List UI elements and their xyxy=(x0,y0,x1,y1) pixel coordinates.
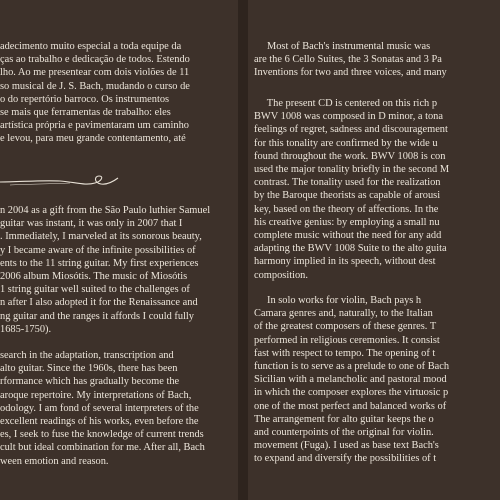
text-line: The present CD is centered on this rich p xyxy=(254,98,438,109)
text-line: e levou, para meu grande contentamento, até xyxy=(0,133,186,145)
text-line: for this tonality are confirmed by the wide u xyxy=(254,137,438,149)
text-line: and counterpoints of the original for violin. xyxy=(254,427,434,439)
paragraph-violin-works xyxy=(254,294,449,466)
text-line: composition. xyxy=(254,269,308,281)
text-line: In solo works for violin, Bach pays h xyxy=(254,295,422,306)
text-line: to expand and diversify the possibilities of t xyxy=(254,453,437,465)
text-line: guitar was instant, it was only in 2007 that I xyxy=(0,218,183,230)
text-line: in which the composer explores the virtuosic p xyxy=(254,387,449,399)
book-gutter xyxy=(238,0,248,500)
text-line: fast with respect to tempo. The opening of t xyxy=(254,347,436,359)
english-paragraph-2 xyxy=(0,349,205,468)
text-line: cult but ideal combination for me. After all, Bach xyxy=(0,442,205,454)
text-line: ças ao trabalho e dedicação de todos. Estendo xyxy=(0,54,190,66)
text-line: n after I also adopted it for the Renaissance and xyxy=(0,297,198,309)
text-line: lho. Ao me presentear com dois violões de 11 xyxy=(0,67,190,79)
text-line: adapting the BWV 1008 Suite to the alto guita xyxy=(254,243,447,255)
text-line: n 2004 as a gift from the São Paulo luthier Samuel xyxy=(0,205,211,216)
text-line: harmony implied in its speech, without dest xyxy=(254,256,436,268)
decorative-flourish xyxy=(0,170,120,192)
text-line: adecimento muito especial a toda equipe da xyxy=(0,41,182,52)
text-line: Camara genres and, naturally, to the Italian xyxy=(254,308,433,320)
text-line: movement (Fuga). I used as base text Bach's xyxy=(254,440,439,452)
text-line: o do repertório barroco. Os instrumentos xyxy=(0,93,170,105)
text-line: artística própria e pavimentaram um caminho xyxy=(0,120,189,132)
text-line: Sicilian with a melancholic and pastoral mood xyxy=(254,374,447,386)
text-line: rformance which has gradually become the xyxy=(0,376,180,388)
text-line: Inventions for two and three voices, and many xyxy=(254,67,447,79)
text-line: performed in religious ceremonies. It consist xyxy=(254,334,440,346)
english-paragraph-1 xyxy=(0,204,210,336)
text-line: are the 6 Cello Suites, the 3 Sonatas and 3 Pa xyxy=(254,54,442,66)
text-line: . Immediately, I marveled at its sonorous beauty, xyxy=(0,231,202,243)
paragraph-bwv1008 xyxy=(254,97,449,282)
text-line: 1685-1750). xyxy=(0,323,52,335)
text-line: ents to the 11 string guitar. My first experiences xyxy=(0,257,199,269)
text-line: BWV 1008 was composed in D minor, a tona xyxy=(254,111,443,123)
text-line: by the Baroque theorists as capable of arousi xyxy=(254,190,441,202)
text-line: key, based on the theory of affections. In the xyxy=(254,203,439,215)
text-line: found throughout the work. BWV 1008 is con xyxy=(254,150,446,162)
text-line: ween emotion and reason. xyxy=(0,455,109,467)
text-line: 1 string guitar well suited to the challenges of xyxy=(0,284,190,296)
text-line: one of the most perfect and balanced works of xyxy=(254,400,447,412)
text-line: odology. I am fond of several interpreters of the xyxy=(0,402,199,414)
text-line: complete music without the need for any add xyxy=(254,230,442,242)
text-line: excellent readings of his works, even before the xyxy=(0,416,199,428)
text-line: search in the adaptation, transcription and xyxy=(0,350,174,361)
text-line: feelings of regret, sadness and discouragement xyxy=(254,124,448,136)
text-line: se mais que ferramentas de trabalho: eles xyxy=(0,107,171,119)
text-line: his creative genius: by employing a small nu xyxy=(254,216,440,228)
text-line: Most of Bach's instrumental music was xyxy=(254,41,431,52)
text-line: so musical de J. S. Bach, mudando o curso de xyxy=(0,80,190,92)
text-line: function is to serve as a prelude to one of Bach xyxy=(254,361,450,373)
text-line: alto guitar. Since the 1960s, there has been xyxy=(0,363,178,375)
text-line: ng guitar and the ranges it affords I could fully xyxy=(0,310,195,322)
text-line: The arrangement for alto guitar keeps the o xyxy=(254,413,434,425)
text-line: 2006 album Miosótis. The music of Miosótis xyxy=(0,271,188,283)
text-line: of the greatest composers of these genres. T xyxy=(254,321,437,333)
portuguese-paragraph xyxy=(0,40,190,146)
text-line: es, I seek to fuse the knowledge of current trends xyxy=(0,429,204,441)
text-line: aroque repertoire. My interpretations of Bach, xyxy=(0,389,192,401)
text-line: used the major tonality briefly in the second M xyxy=(254,164,450,176)
left-page xyxy=(0,0,238,500)
right-page xyxy=(248,0,500,500)
paragraph-instrumental-music xyxy=(254,40,447,80)
text-line: y I became aware of the infinite possibilities of xyxy=(0,244,196,256)
text-line: contrast. The tonality used for the realization xyxy=(254,177,441,189)
